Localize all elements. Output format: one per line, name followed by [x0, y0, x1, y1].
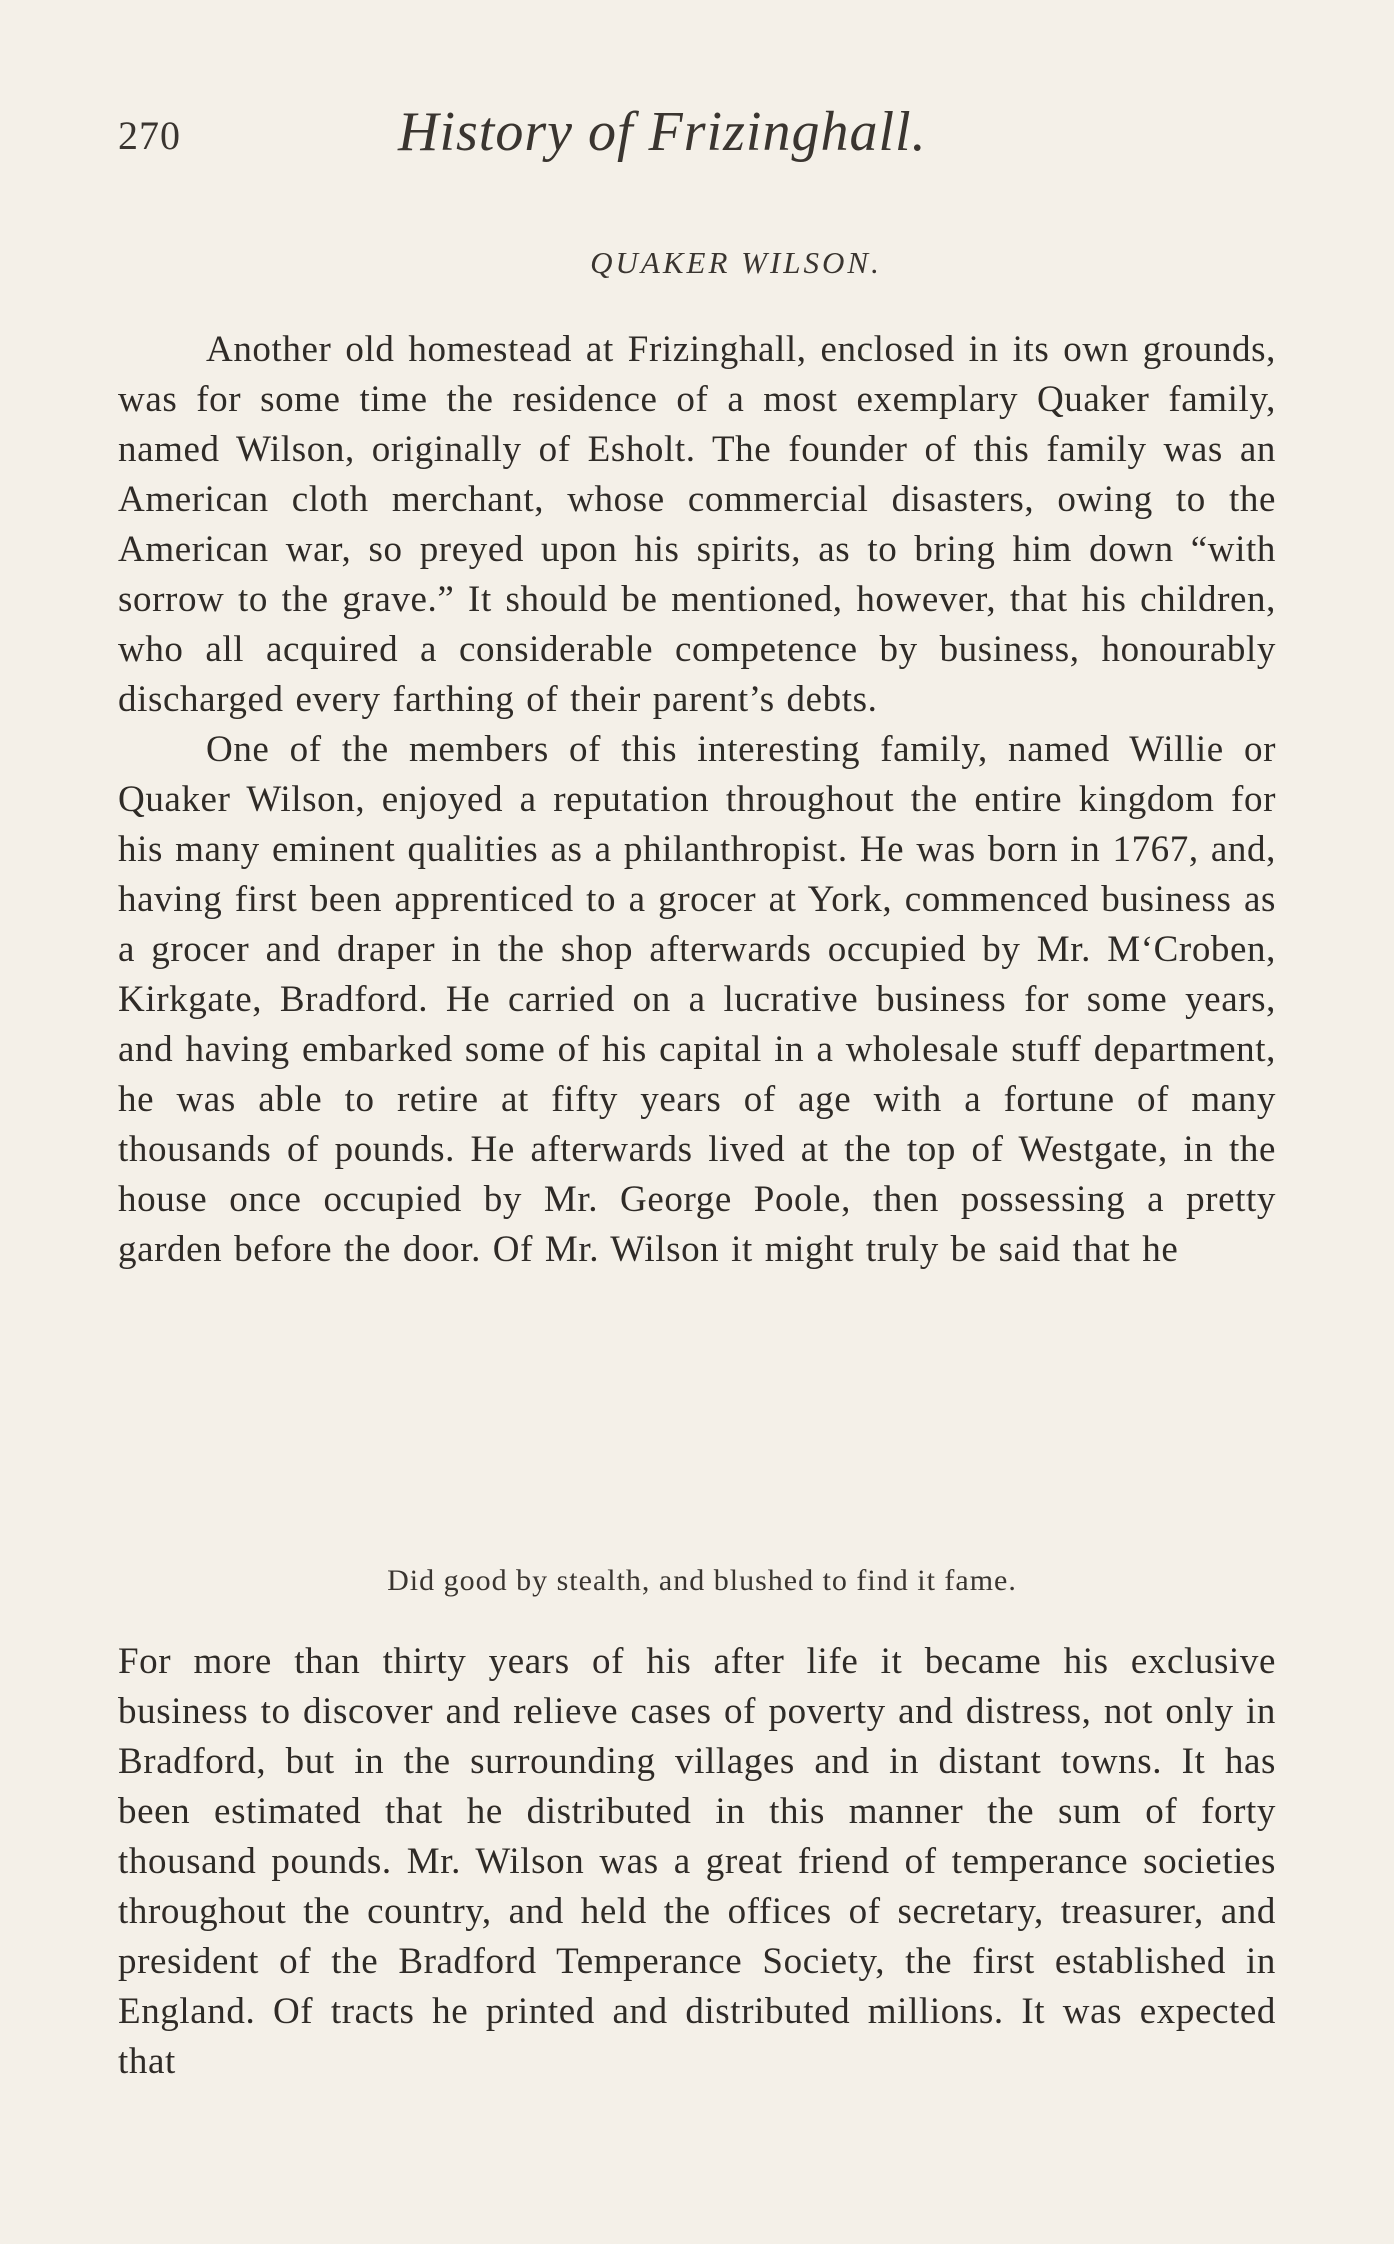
running-title: History of Frizinghall. [398, 101, 927, 163]
section-heading [0, 245, 1394, 281]
page-number: 270 [118, 113, 181, 158]
paragraph-2: One of the members of this interesting family, named Willie or Quaker Wilson, enjoyed a reputation throughout the entire kingdom for his many eminent qualities as a philanthropist. He was born in 1767, and, having first been apprenticed to a grocer at York, commenced business as a grocer and draper in the shop afterwards occupied by Mr. M‘Croben, Kirkgate, Bradford. He carried on a lucrative business for some years, and having embarked some of his capital in a wholesale stuff department, he was able to retire at fifty years of age with a fortune of many thousands of pounds. He afterwards lived at the top of Westgate, in the house once occupied by Mr. George Poole, then possessing a pretty garden before the door. Of Mr. Wilson it might truly be said that he [118, 729, 1276, 1270]
text-block-lower [118, 1637, 1276, 2087]
running-head [118, 100, 1278, 180]
quotation-text: Did good by stealth, and blushed to find it fame. [387, 1564, 1017, 1597]
text-block-upper [118, 325, 1276, 1275]
quotation [0, 1564, 1394, 1598]
paragraph-1: Another old homestead at Frizinghall, enclosed in its own grounds, was for some time the residence of a most exemplary Quaker family, named Wilson, originally of Esholt. The founder of this family was an American cloth merchant, whose commercial disasters, owing to the American war, so preyed upon his spirits, as to bring him down “with sorrow to the grave.” It should be mentioned, however, that his children, who all acquired a considerable competence by business, honourably discharged every farthing of their parent’s debts. [118, 329, 1276, 720]
section-heading-text: QUAKER WILSON. [590, 245, 882, 280]
paragraph-3: For more than thirty years of his after life it became his exclusive business to discover and relieve cases of poverty and distress, not only in Bradford, but in the surrounding villages and in distant towns. It has been estimated that he distributed in this manner the sum of forty thousand pounds. Mr. Wilson was a great friend of temperance societies throughout the country, and held the offices of secretary, treasurer, and president of the Bradford Temperance Society, the first established in England. Of tracts he printed and distributed millions. It was expected that [118, 1641, 1276, 2082]
